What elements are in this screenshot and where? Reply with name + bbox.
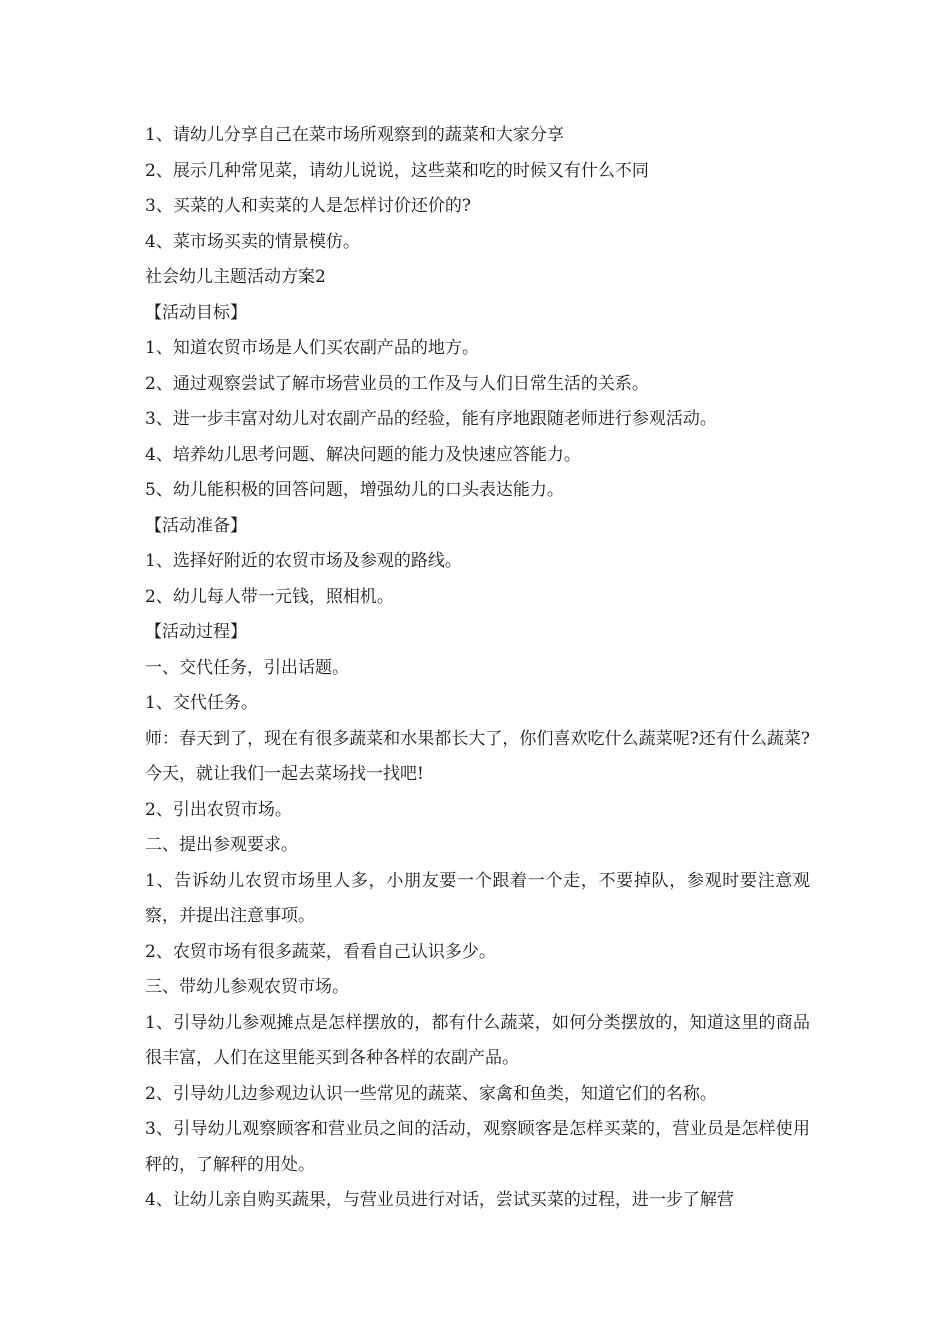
paragraph-line: 2、引导幼儿边参观边认识一些常见的蔬菜、家禽和鱼类，知道它们的名称。 xyxy=(145,1083,717,1104)
paragraph-line: 1、知道农贸市场是人们买农副产品的地方。 xyxy=(145,338,479,358)
paragraph-line: 1、请幼儿分享自己在菜市场所观察到的蔬菜和大家分享 xyxy=(145,125,564,145)
section-heading: 【活动准备】 xyxy=(145,515,247,536)
paragraph-line: 3、引导幼儿观察顾客和营业员之间的活动，观察顾客是怎样买菜的，营业员是怎样使用秤的，了解秤的用处。 xyxy=(145,1119,810,1175)
section-title: 社会幼儿主题活动方案2 xyxy=(145,267,326,287)
paragraph-line: 2、通过观察尝试了解市场营业员的工作及与人们日常生活的关系。 xyxy=(145,373,649,394)
section-heading: 【活动目标】 xyxy=(145,302,247,323)
paragraph-line: 4、让幼儿亲自购买蔬果，与营业员进行对话，尝试买菜的过程，进一步了解营 xyxy=(145,1190,734,1210)
paragraph-line: 1、交代任务。 xyxy=(145,693,258,713)
paragraph-line: 5、幼儿能积极的回答问题，增强幼儿的口头表达能力。 xyxy=(145,480,564,500)
document-body xyxy=(145,118,810,1219)
paragraph-line: 2、引出农贸市场。 xyxy=(145,799,292,820)
section-heading: 【活动过程】 xyxy=(145,622,247,642)
paragraph-line: 4、培养幼儿思考问题、解决问题的能力及快速应答能力。 xyxy=(145,444,581,465)
paragraph-line: 2、展示几种常见菜，请幼儿说说，这些菜和吃的时候又有什么不同 xyxy=(145,160,649,181)
paragraph-line: 2、农贸市场有很多蔬菜，看看自己认识多少。 xyxy=(145,941,496,962)
paragraph-line: 3、进一步丰富对幼儿对农副产品的经验，能有序地跟随老师进行参观活动。 xyxy=(145,409,717,429)
paragraph-line: 三、带幼儿参观农贸市场。 xyxy=(145,977,349,997)
paragraph-line: 1、引导幼儿参观摊点是怎样摆放的，都有什么蔬菜，如何分类摆放的，知道这里的商品很丰富，人们在这里能买到各种各样的农副产品。 xyxy=(145,1012,810,1068)
paragraph-line: 2、幼儿每人带一元钱，照相机。 xyxy=(145,586,394,607)
paragraph-line: 3、买菜的人和卖菜的人是怎样讨价还价的? xyxy=(145,196,471,216)
paragraph-line: 4、菜市场买卖的情景模仿。 xyxy=(145,231,360,252)
paragraph-line: 1、告诉幼儿农贸市场里人多，小朋友要一个跟着一个走，不要掉队，参观时要注意观察，并提出注意事项。 xyxy=(145,870,810,926)
paragraph-line: 二、提出参观要求。 xyxy=(145,835,298,855)
paragraph-line: 一、交代任务，引出话题。 xyxy=(145,657,349,678)
paragraph-line: 师：春天到了，现在有很多蔬菜和水果都长大了，你们喜欢吃什么蔬菜呢?还有什么蔬菜?今天，就让我们一起去菜场找一找吧! xyxy=(145,728,810,784)
paragraph-line: 1、选择好附近的农贸市场及参观的路线。 xyxy=(145,551,462,571)
